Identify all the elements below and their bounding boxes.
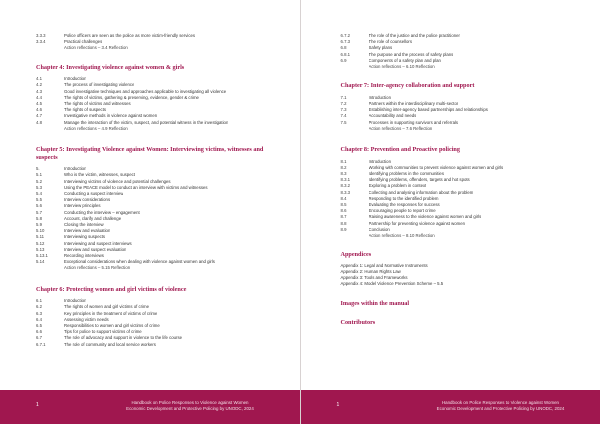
toc-entry-number: 6.6 xyxy=(36,329,42,335)
toc-entry-text: Introduction xyxy=(368,94,391,100)
toc-entry-number: 8.3 xyxy=(340,171,347,177)
appendix-entry: Appendix 4: Model Violence Prevention Scheme – 5.5 xyxy=(340,281,444,287)
toc-entry-number: 4.3 xyxy=(36,88,42,94)
toc-entry-number: 3.3.4 xyxy=(36,39,46,45)
toc-entry-text: The process of investigating violence xyxy=(64,82,135,88)
toc-entry-text: Raising awareness to the violence against women and girls xyxy=(368,214,482,220)
toc-entry-number: 6.2 xyxy=(36,304,42,310)
toc-entry-text: Tips for police to support victims of crime xyxy=(64,329,142,335)
right-footer xyxy=(301,390,600,424)
left-top-rows xyxy=(36,33,284,52)
toc-entry-text: Responding to the identified problem xyxy=(368,195,439,201)
toc-entry-number: 6.8 xyxy=(340,45,347,51)
appendix-entry: Appendix 3: Tools and Frameworks xyxy=(340,275,408,281)
appendix-entry: Appendix 1: Legal and Normative Instruments xyxy=(340,262,428,268)
toc-entry-text: Who is the victim, witnesses, suspect xyxy=(64,172,135,178)
toc-entry-text: Recording interviews xyxy=(64,253,104,259)
toc-entry-text: The rights of women and girl victims of crime xyxy=(64,304,150,310)
toc-entry-number: 6.7.1 xyxy=(36,341,46,347)
toc-entry-number xyxy=(341,233,369,239)
toc-entry-text: Processes in supporting survivors and referrals xyxy=(368,119,459,125)
toc-entry-number: 5.5 xyxy=(36,197,42,203)
toc-entry-number: 5.12 xyxy=(36,240,45,246)
toc-entry-number: 5.4 xyxy=(36,191,42,197)
toc-entry-text: The role of advocacy and support in violence to the life course xyxy=(64,335,182,341)
toc-entry-number xyxy=(36,265,64,271)
toc-entry-text: Partnership for preventing violence against women xyxy=(368,220,465,226)
toc-entry-text: The purpose and the process of safety plans xyxy=(368,51,454,57)
appendices-heading: Appendices xyxy=(340,251,372,259)
chapter-heading: Chapter 8: Prevention and Proactive policing xyxy=(340,146,460,154)
toc-entry-number xyxy=(36,45,64,51)
toc-entry-text: Assessing victim needs xyxy=(64,316,109,322)
toc-entry-number: 6.7.2 xyxy=(340,33,351,38)
toc-entry xyxy=(36,45,284,51)
toc-entry-number: 5.2 xyxy=(36,178,42,184)
toc-entry xyxy=(341,126,585,132)
left-footer-text xyxy=(110,400,270,411)
toc-entry-text: Action reflections – 4.9 Reflection xyxy=(64,125,128,131)
right-top-rows xyxy=(341,33,585,70)
toc-entry-number: 6.5 xyxy=(36,323,42,329)
toc-entry-number: 6.1 xyxy=(36,298,42,304)
toc-entry-text: Interviewing and suspect interviews xyxy=(64,240,132,246)
right-chapters xyxy=(341,82,585,239)
toc-entry-number: 5.11 xyxy=(36,234,45,240)
toc-entry-number: 5.6 xyxy=(36,203,42,209)
appendices-list xyxy=(341,263,585,288)
toc-entry-text: Interview considerations xyxy=(64,197,111,203)
toc-entry-text: Interview principles xyxy=(64,203,101,209)
appendix-entry: Appendix 2: Human Rights Law xyxy=(340,269,401,275)
left-footer-line1: Handbook on Police Responses to Violence against Women xyxy=(131,400,249,405)
toc-entry-text: Practical challenges xyxy=(64,39,103,45)
left-chapters xyxy=(36,64,284,348)
toc-entry-text: Introduction xyxy=(64,166,87,172)
toc-entry-text: Exploring a problem in context xyxy=(368,183,427,189)
toc-entry-text: Interviewing victims of violence and potential challenges xyxy=(64,178,171,184)
toc-entry-text: Interviewing suspects xyxy=(64,234,106,240)
toc-entry-text: Action reflections – 7.6 Reflection xyxy=(368,125,433,131)
toc-entry-number: 8.7 xyxy=(340,214,347,220)
toc-entry-text: Partners within the interdisciplinary multi-sector xyxy=(368,101,459,107)
toc-entry-number: 8.3.2 xyxy=(340,183,351,189)
right-page-number: 1 xyxy=(336,402,340,408)
toc-entry-number: 5.1 xyxy=(36,172,42,178)
toc-entry-number: 5.7 xyxy=(36,209,42,215)
toc-entry-text: Introduction xyxy=(368,158,391,164)
toc-entry-number: 5.13 xyxy=(36,246,45,252)
toc-entry-text: Components of a safety plan and plan xyxy=(368,57,441,63)
toc-entry-number: 8.4 xyxy=(340,195,347,201)
left-page-number: 1 xyxy=(36,402,39,408)
toc-entry-text: Action reflections – 6.10 Reflection xyxy=(368,64,435,70)
toc-entry-text: The rights of victims and witnesses xyxy=(64,101,131,107)
toc-entry-number: 8.8 xyxy=(340,220,347,226)
toc-entry-number: 8.6 xyxy=(340,208,347,214)
toc-entry-text: Exceptional considerations when dealing with violence against women and girls xyxy=(64,259,215,265)
toc-entry-number: 8.1 xyxy=(340,158,347,164)
toc-entry-text: Accountability and needs xyxy=(368,113,417,119)
toc-entry-text: The role of the justice and the police practitioner xyxy=(368,33,460,38)
toc-entry xyxy=(341,64,585,70)
toc-entry-number xyxy=(36,126,64,132)
toc-entry-number: 4.6 xyxy=(36,107,42,113)
right-toc xyxy=(341,33,585,331)
toc-entry-text: The rights of victims, gathering & preserving, evidence, gender & crime xyxy=(64,94,199,100)
toc-entry-number: 7.4 xyxy=(340,113,347,119)
toc-entry-text: Closing the interview xyxy=(64,222,104,228)
right-footer-text xyxy=(421,400,581,411)
toc-entry-number: 7.1 xyxy=(340,94,347,100)
toc-entry-number: 6.7 xyxy=(36,335,42,341)
toc-entry-text: Manage the interaction of the victim, suspect, and potential witness in the investigation xyxy=(64,119,229,125)
toc-entry-number: 5.8 xyxy=(36,215,42,221)
toc-entry-text: Investigative methods in violence against women xyxy=(64,113,158,119)
chapter-heading: Chapter 5: Investigating Violence against Women: Interviewing victims, witnesses and suspects xyxy=(36,146,264,161)
toc-entry-text: Introduction xyxy=(64,76,87,82)
toc-entry-number: 4.2 xyxy=(36,82,42,88)
toc-entry-text: The role of counsellors xyxy=(368,39,412,45)
toc-entry-number: 5.3 xyxy=(36,184,42,190)
toc-entry-text: Action reflections – 5.15 Reflection xyxy=(64,265,131,271)
toc-entry-text: The rights of suspects xyxy=(64,107,107,113)
toc-entry-text: Identifying problems, offenders, targets and hot spots xyxy=(368,177,470,183)
toc-entry-text: Responsibilities to women and girl victims of crime xyxy=(64,323,160,329)
toc-entry xyxy=(36,265,284,271)
chapter-heading: Chapter 4: Investigating violence against women & girls xyxy=(36,63,185,71)
toc-entry-text: Safety plans xyxy=(368,45,393,51)
toc-entry-number: 5.9 xyxy=(36,222,42,228)
toc-entry-number: 7.2 xyxy=(340,101,347,107)
toc-entry-number: 3.3.3 xyxy=(36,33,46,38)
toc-entry-text: Establishing inter-agency based partnerships and relationships xyxy=(368,107,488,113)
toc-entry-text: Action reflections – 8.10 Reflection xyxy=(368,233,435,239)
images-heading: Images within the manual xyxy=(340,299,410,307)
toc-entry-text: Conducting the interview – engagement xyxy=(64,209,140,215)
toc-entry-number: 6.9 xyxy=(340,57,347,63)
toc-entry-text: The role of community and local service workers xyxy=(64,341,156,347)
toc-entry-number: 7.5 xyxy=(340,119,347,125)
right-footer-line1: Handbook on Police Responses to Violence against Women xyxy=(442,400,559,405)
toc-entry-text: Identifying problems in the communities xyxy=(368,171,444,177)
toc-entry-number: 4.4 xyxy=(36,94,42,100)
left-toc xyxy=(36,33,284,348)
toc-entry-text: Conclusion xyxy=(368,226,390,232)
toc-entry-number xyxy=(341,126,369,132)
toc-entry-text: Good investigative techniques and approaches applicable to investigating all violence xyxy=(64,88,227,94)
toc-entry-text: Key principles in the treatment of victims of crime xyxy=(64,310,158,316)
toc-entry-number: 8.5 xyxy=(340,202,347,208)
left-footer xyxy=(0,390,300,424)
toc-entry-number: 4.7 xyxy=(36,113,42,119)
toc-entry-number: 4.8 xyxy=(36,119,42,125)
toc-entry-text: Introduction xyxy=(64,298,87,304)
chapter-heading: Chapter 7: Inter-agency collaboration and support xyxy=(340,82,475,90)
toc-entry-text: Working with communities to prevent violence against women and girls xyxy=(368,164,504,170)
toc-entry-number: 8.9 xyxy=(340,226,347,232)
toc-entry-number: 7.3 xyxy=(340,107,347,113)
toc-entry-number: 6.3 xyxy=(36,310,42,316)
toc-entry-text: Police officers are seen as the police as more victim-friendly services xyxy=(64,33,196,38)
toc-entry-number xyxy=(341,64,369,70)
left-footer-line2: Economic Development and Protective Policing by UNODC, 2024 xyxy=(126,405,254,411)
toc-entry-text: Encouraging people to report crime xyxy=(368,208,436,214)
toc-entry-number: 8.3.3 xyxy=(340,189,351,195)
toc-entry-number: 4.1 xyxy=(36,76,42,82)
right-footer-line2: Economic Development and Protective Policing by UNODC, 2024 xyxy=(436,405,565,411)
contributors-heading: Contributors xyxy=(340,319,376,327)
toc-entry-number: 8.2 xyxy=(340,164,347,170)
toc-entry-text: Action reflections – 3.4 Reflection xyxy=(64,45,128,51)
toc-entry-number: 5. xyxy=(36,166,40,172)
toc-entry-number: 4.5 xyxy=(36,101,42,107)
toc-entry-text: Evaluating the responses for success xyxy=(368,202,440,208)
toc-entry-number: 5.14 xyxy=(36,259,45,265)
toc-entry xyxy=(36,342,284,348)
toc-entry-number: 6.4 xyxy=(36,316,42,322)
toc-entry-number: 6.8.1 xyxy=(340,51,351,57)
toc-entry xyxy=(341,233,585,239)
toc-entry-number: 5.13.1 xyxy=(36,253,48,259)
right-page xyxy=(301,0,600,424)
toc-entry xyxy=(36,126,284,132)
chapter-heading: Chapter 6: Protecting women and girl victims of violence xyxy=(36,285,187,293)
toc-entry-number: 6.7.3 xyxy=(340,39,351,45)
toc-entry-text: Interview and evaluation xyxy=(64,228,111,234)
toc-entry-text: Interview and suspect evaluation xyxy=(64,246,127,252)
toc-entry-number: 5.10 xyxy=(36,228,45,234)
toc-entry-text: Conducting a suspect interview xyxy=(64,191,124,197)
toc-entry-text: Using the PEACE model to conduct an interview with victims and witnesses xyxy=(64,184,208,190)
toc-entry-number: 8.3.1 xyxy=(340,177,351,183)
toc-entry-text: Collecting and analysing information about the problem xyxy=(368,189,474,195)
toc-entry-text: Account, clarify and challenge xyxy=(64,215,122,221)
